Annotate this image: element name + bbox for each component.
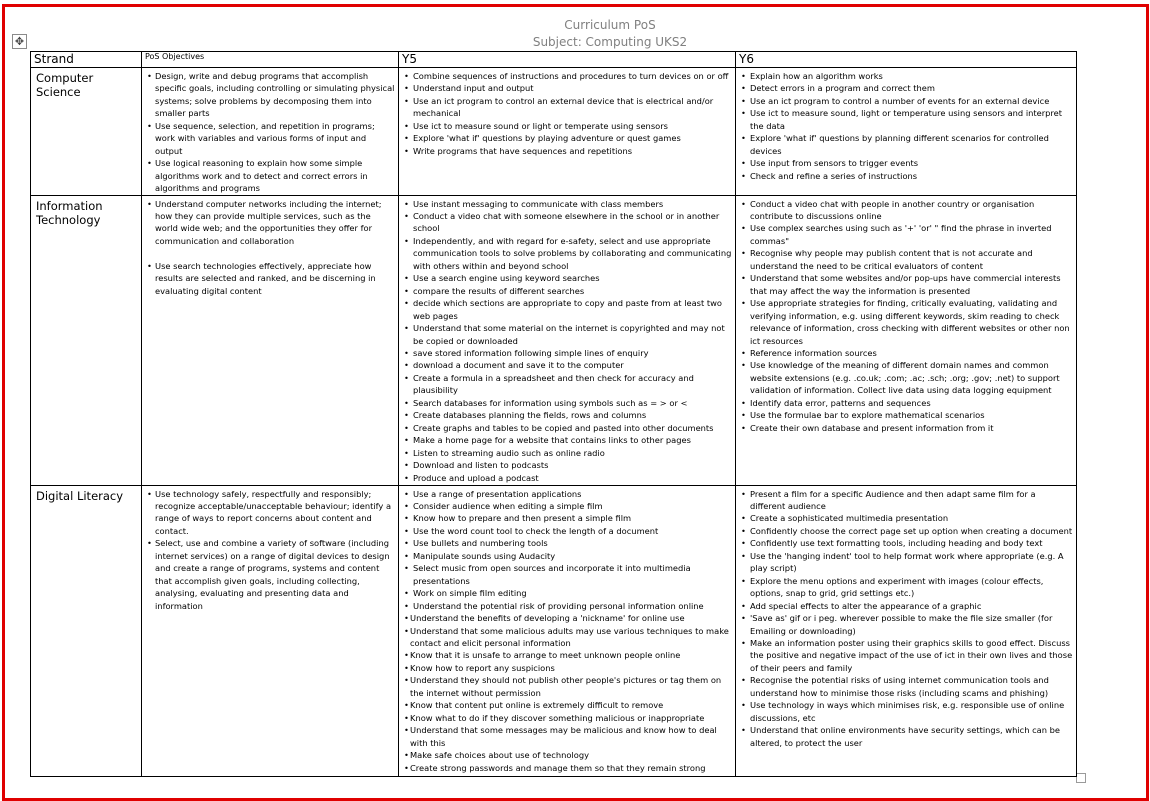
column-header-strand: Strand [31, 52, 142, 68]
list-item: • Know what to do if they discover something malicious or inappropriate [402, 712, 732, 724]
list-item: • Understand the potential risk of providing personal information online [402, 600, 732, 612]
list-item: • download a document and save it to the computer [402, 359, 732, 371]
list-item: • Make safe choices about use of technology [402, 749, 732, 761]
curriculum-table [30, 51, 1077, 777]
list-item: • Confidently use text formatting tools, including heading and body text [739, 537, 1073, 549]
list-item: • Consider audience when editing a simple film [402, 500, 732, 512]
list-item: • 'Save as' gif or i peg. wherever possible to make the file size smaller (for Emailing or downloading) [739, 612, 1073, 637]
list-item: • Know that it is unsafe to arrange to meet unknown people online [402, 649, 732, 661]
list-item: • Select, use and combine a variety of software (including internet services) on a range of digital devices to design and create a range of programs, systems and content that accomplish given goals, including collecting, analysing, evaluating and presenting data and information [145, 537, 395, 612]
resize-square-icon[interactable] [1076, 773, 1086, 783]
y5-cell [399, 195, 736, 485]
move-arrows-icon[interactable]: ✥ [12, 34, 27, 49]
list-item: • Recognise the potential risks of using internet communication tools and understand how to minimise those risks (including scams and phishing) [739, 674, 1073, 699]
list-item: • Manipulate sounds using Audacity [402, 550, 732, 562]
list-item: • Use appropriate strategies for finding, critically evaluating, validating and verifying information, e.g. using different keywords, skim reading to check relevance of information, cross checking with different websites or other non ict resources [739, 297, 1073, 347]
table-row [31, 195, 1077, 485]
list-item: • Create a sophisticated multimedia presentation [739, 512, 1073, 524]
list-item: • Make an information poster using their graphics skills to good effect. Discuss the positive and negative impact of the use of ict in their own lives and those of their peers and family [739, 637, 1073, 674]
list-item: • Create a formula in a spreadsheet and then check for accuracy and plausibility [402, 372, 732, 397]
list-item: • Create strong passwords and manage them so that they remain strong [402, 762, 732, 774]
list-item: • Produce and upload a podcast [402, 472, 732, 484]
document-subtitle: Subject: Computing UKS2 [532, 35, 688, 49]
list-item: • Use an ict program to control an external device that is electrical and/or mechanical [402, 95, 732, 120]
list-item: • Understand computer networks including the internet; how they can provide multiple services, such as the world wide web; and the opportunities they offer for communication and collaboration [145, 198, 395, 248]
y6-cell [736, 485, 1077, 776]
list-item: • Create their own database and present information from it [739, 422, 1073, 434]
list-item: • Use ict to measure sound or light or temperate using sensors [402, 120, 732, 132]
list-item: • Work on simple film editing [402, 587, 732, 599]
list-item: • Use a search engine using keyword searches [402, 272, 732, 284]
y5-cell [399, 68, 736, 196]
list-item: • Understand that some malicious adults may use various techniques to make contact and elicit personal information [402, 625, 732, 650]
list-item: • Use ict to measure sound, light or temperature using sensors and interpret the data [739, 107, 1073, 132]
table-row [31, 485, 1077, 776]
list-item: • Use bullets and numbering tools [402, 537, 732, 549]
list-item: • save stored information following simple lines of enquiry [402, 347, 732, 359]
list-item: • Recognise why people may publish content that is not accurate and understand the need to be critical evaluators of content [739, 247, 1073, 272]
list-item: • Combine sequences of instructions and procedures to turn devices on or off [402, 70, 732, 82]
list-item: • Use technology in ways which minimises risk, e.g. responsible use of online discussions, etc [739, 699, 1073, 724]
objectives-cell [142, 68, 399, 196]
list-item: • Understand they should not publish other people's pictures or tag them on the internet without permission [402, 674, 732, 699]
strand-cell: Information Technology [31, 195, 142, 485]
list-item: • Write programs that have sequences and repetitions [402, 145, 732, 157]
list-item: • Explore 'what if' questions by playing adventure or quest games [402, 132, 732, 144]
list-item: • Create graphs and tables to be copied and pasted into other documents [402, 422, 732, 434]
list-item: • Conduct a video chat with someone elsewhere in the school or in another school [402, 210, 732, 235]
list-item: • Use the 'hanging indent' tool to help format work where appropriate (e.g. A play script) [739, 550, 1073, 575]
list-item: • Use the word count tool to check the length of a document [402, 525, 732, 537]
spacer [145, 247, 395, 259]
list-item: • Know how to prepare and then present a simple film [402, 512, 732, 524]
list-item: • Use complex searches using such as '+' 'or' " find the phrase in inverted commas" [739, 222, 1073, 247]
strand-cell: Digital Literacy [31, 485, 142, 776]
list-item: • Use knowledge of the meaning of different domain names and common website extensions (e.g. .co.uk; .com; .ac; .sch; .org; .gov; .net) to support validation of information. Collect live data using data logging equipment [739, 359, 1073, 396]
list-item: • Design, write and debug programs that accomplish specific goals, including controlling or simulating physical systems; solve problems by decomposing them into smaller parts [145, 70, 395, 120]
list-item: • Understand that some messages may be malicious and know how to deal with this [402, 724, 732, 749]
list-item: • Explore the menu options and experiment with images (colour effects, options, snap to grid, grid settings etc.) [739, 575, 1073, 600]
strand-cell: Computer Science [31, 68, 142, 196]
list-item: • Use instant messaging to communicate with class members [402, 198, 732, 210]
column-header-y6: Y6 [736, 52, 1077, 68]
document-title: Curriculum PoS [564, 18, 656, 32]
list-item: • Detect errors in a program and correct them [739, 82, 1073, 94]
list-item: • Use search technologies effectively, appreciate how results are selected and ranked, and be discerning in evaluating digital content [145, 260, 395, 297]
list-item: • Use logical reasoning to explain how some simple algorithms work and to detect and correct errors in algorithms and programs [145, 157, 395, 194]
objectives-cell [142, 195, 399, 485]
list-item: • compare the results of different searches [402, 285, 732, 297]
column-header-y5: Y5 [399, 52, 736, 68]
list-item: • Understand that online environments have security settings, which can be altered, to protect the user [739, 724, 1073, 749]
list-item: • Download and listen to podcasts [402, 459, 732, 471]
list-item: • Understand the benefits of developing a 'nickname' for online use [402, 612, 732, 624]
list-item: • Know how to report any suspicions [402, 662, 732, 674]
y6-cell [736, 68, 1077, 196]
list-item: • Explore 'what if' questions by planning different scenarios for controlled devices [739, 132, 1073, 157]
list-item: • Use sequence, selection, and repetition in programs; work with variables and various forms of input and output [145, 120, 395, 157]
list-item: • Identify data error, patterns and sequences [739, 397, 1073, 409]
list-item: • Reference information sources [739, 347, 1073, 359]
table-row [31, 68, 1077, 196]
list-item: • Use technology safely, respectfully and responsibly; recognize acceptable/unacceptable behaviour; identify a range of ways to report concerns about content and contact. [145, 488, 395, 538]
list-item: • decide which sections are appropriate to copy and paste from at least two web pages [402, 297, 732, 322]
y6-cell [736, 195, 1077, 485]
list-item: • Independently, and with regard for e-safety, select and use appropriate communication tools to solve problems by collaborating and communicating with others within and beyond school [402, 235, 732, 272]
list-item: • Present a film for a specific Audience and then adapt same film for a different audience [739, 488, 1073, 513]
list-item: • Use a range of presentation applications [402, 488, 732, 500]
list-item: • Check and refine a series of instructions [739, 170, 1073, 182]
list-item: • Select music from open sources and incorporate it into multimedia presentations [402, 562, 732, 587]
list-item: • Explain how an algorithm works [739, 70, 1073, 82]
list-item: • Add special effects to alter the appearance of a graphic [739, 600, 1073, 612]
list-item: • Use an ict program to control a number of events for an external device [739, 95, 1073, 107]
header-row [31, 52, 1077, 68]
list-item: • Listen to streaming audio such as online radio [402, 447, 732, 459]
list-item: • Know that content put online is extremely difficult to remove [402, 699, 732, 711]
list-item: • Create databases planning the fields, rows and columns [402, 409, 732, 421]
y5-cell [399, 485, 736, 776]
list-item: • Search databases for information using symbols such as = > or < [402, 397, 732, 409]
list-item: • Use the formulae bar to explore mathematical scenarios [739, 409, 1073, 421]
list-item: • Make a home page for a website that contains links to other pages [402, 434, 732, 446]
objectives-cell [142, 485, 399, 776]
list-item: • Understand that some websites and/or pop-ups have commercial interests that may affect the way the information is presented [739, 272, 1073, 297]
list-item: • Understand that some material on the internet is copyrighted and may not be copied or downloaded [402, 322, 732, 347]
list-item: • Confidently choose the correct page set up option when creating a document [739, 525, 1073, 537]
list-item: • Conduct a video chat with people in another country or organisation contribute to discussions online [739, 198, 1073, 223]
list-item: • Understand input and output [402, 82, 732, 94]
list-item: • Use input from sensors to trigger events [739, 157, 1073, 169]
column-header-objectives: PoS Objectives [142, 52, 399, 68]
